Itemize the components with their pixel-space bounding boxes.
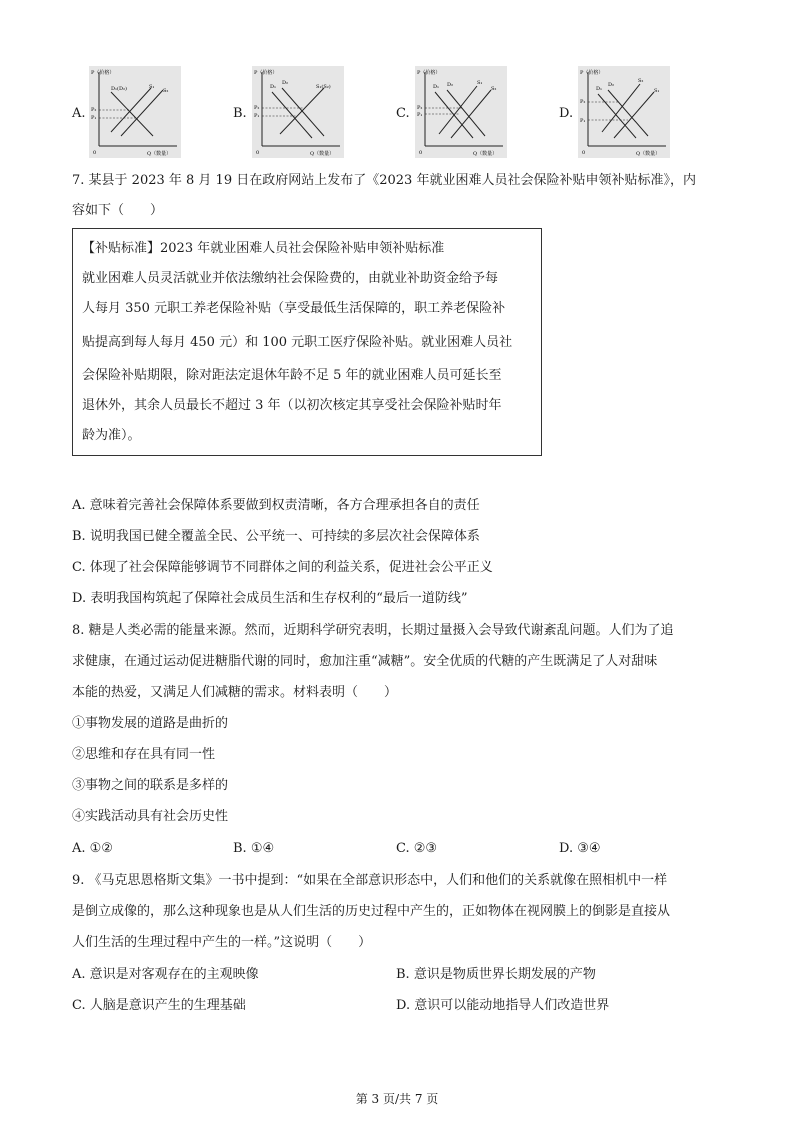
supply-demand-graph-d [578,66,670,158]
curve-label: S₂ [491,86,497,92]
curve-label: S₂ [163,88,169,94]
curve-label: D₂ [282,80,289,86]
graph-option-a [89,66,181,158]
supply-curve-1 [439,86,477,134]
q7-option-d[interactable]: D. 表明我国构筑起了保障社会成员生活和生存权利的“最后一道防线” [72,591,468,606]
curve-label: D₁ [596,86,603,92]
curve-label: D₁ [433,84,440,90]
q9-stem-line: 9. 《马克思恩格斯文集》一书中提到：“如果在全部意识形态中，人们和他们的关系就像在照相机中一样 [72,873,668,888]
q7-option-b[interactable]: B. 说明我国已健全覆盖全民、公平统一、可持续的多层次社会保障体系 [72,529,480,544]
option-c-label: C. [396,106,410,121]
price-label: P₁ [254,113,260,119]
q7-box-line: 【补贴标准】2023 年就业困难人员社会保险补贴申领补贴标准 [82,241,445,256]
price-label: P₂ [254,105,260,111]
q8-stem-line: 本能的热爱，又满足人们减糖的需求。材料表明（ ） [72,685,398,700]
origin-label: 0 [582,150,586,156]
q9-option-c[interactable]: C. 人脑是意识产生的生理基础 [72,998,246,1013]
origin-label: 0 [93,150,97,156]
price-label: P₂ [417,105,423,111]
supply-curve-1 [614,92,654,138]
q8-option-c[interactable]: C. ②③ [396,841,438,856]
q7-box-line: 退休外，其余人员最长不超过 3 年（以初次核定其享受社会保险补贴时年 [82,398,502,413]
x-axis-label: Q（数量） [310,151,335,157]
y-axis-label: P（价格） [91,70,115,76]
x-axis-label: Q（数量） [473,151,498,157]
q7-box-line: 人每月 350 元职工养老保险补贴（享受最低生活保障的，职工养老保险补 [82,301,506,316]
y-axis-label: P（价格） [580,70,604,76]
q7-box-line: 龄为准）。 [82,428,141,443]
supply-demand-graph-c [415,66,507,158]
q7-box-line: 会保险补贴期限，除对距法定退休年龄不足 5 年的就业困难人员可延长至 [82,368,502,383]
option-b-label: B. [233,106,247,121]
curve-label: D₁ [270,84,277,90]
supply-demand-graph-b [252,66,344,158]
q8-item: ③事物之间的联系是多样的 [72,778,229,793]
x-axis-label: Q（数量） [636,151,661,157]
price-label: P₂ [91,107,97,113]
supply-curve-2 [121,90,163,136]
q8-option-a[interactable]: A. ①② [72,841,113,856]
q8-item: ④实践活动具有社会历史性 [72,809,229,824]
x-axis-label: Q（数量） [147,151,172,157]
price-label: P₁ [91,115,97,121]
q8-item: ①事物发展的道路是曲折的 [72,716,229,731]
q9-stem-line: 人们生活的生理过程中产生的一样。”这说明（ ） [72,935,372,950]
q7-stem-line1: 7. 某县于 2023 年 8 月 19 日在政府网站上发布了《2023 年就业困难人员社会保险补贴申领补贴标准》，内 [72,173,696,188]
q8-option-d[interactable]: D. ③④ [559,841,601,856]
graph-option-c [415,66,507,158]
graph-option-d [578,66,670,158]
q8-stem-line: 求健康，在通过运动促进糖脂代谢的同时，愈加注重“减糖”。安全优质的代糖的产生既满足了人对甜味 [72,654,658,669]
q7-option-c[interactable]: C. 体现了社会保障能够调节不同群体之间的利益关系，促进社会公平正义 [72,560,493,575]
q8-option-b[interactable]: B. ①④ [233,841,275,856]
y-axis-label: P（价格） [254,70,278,76]
q9-option-a[interactable]: A. 意识是对客观存在的主观映像 [72,967,259,982]
curve-label: D₁(D₂) [111,86,127,92]
curve-label: S₁(S₂) [316,84,331,90]
graph-option-b [252,66,344,158]
demand-curve [111,92,153,136]
option-a-label: A. [72,106,86,121]
price-label: P₁ [580,118,586,124]
y-axis-label: P（价格） [417,70,441,76]
curve-label: D₂ [608,82,615,88]
q9-stem-line: 是倒立成像的，那么这种现象也是从人们生活的历史过程中产生的，正如物体在视网膜上的倒影是直接从 [72,904,671,919]
curve-label: S₁ [149,84,155,90]
page-number-footer: 第 3 页/共 7 页 [355,1092,439,1106]
q8-stem-line: 8. 糖是人类必需的能量来源。然而，近期科学研究表明，长期过量摄入会导致代谢紊乱问题。人们为了追 [72,623,674,638]
curve-label: D₂ [447,82,454,88]
origin-label: 0 [419,150,423,156]
option-d-label: D. [559,106,574,121]
curve-label: S₂ [638,78,644,84]
q8-item: ②思维和存在具有同一性 [72,747,216,762]
q7-stem-line2: 容如下（ ） [72,203,164,218]
origin-label: 0 [256,150,260,156]
supply-curve-2 [602,84,640,132]
q7-option-a[interactable]: A. 意味着完善社会保障体系要做到权责清晰，各方合理承担各自的责任 [72,498,480,513]
price-label: P₁ [417,112,423,118]
price-label: P₂ [580,99,586,105]
curve-label: S₁ [654,88,660,94]
supply-demand-graph-a [89,66,181,158]
q9-option-d[interactable]: D. 意识可以能动地指导人们改造世界 [396,998,610,1013]
q7-box-line: 就业困难人员灵活就业并依法缴纳社会保险费的，由就业补助资金给予每 [82,271,499,286]
q7-box-line: 贴提高到每人每月 450 元）和 100 元职工医疗保险补贴。就业困难人员社 [82,335,513,350]
q9-option-b[interactable]: B. 意识是物质世界长期发展的产物 [396,967,596,982]
curve-label: S₁ [477,80,483,86]
